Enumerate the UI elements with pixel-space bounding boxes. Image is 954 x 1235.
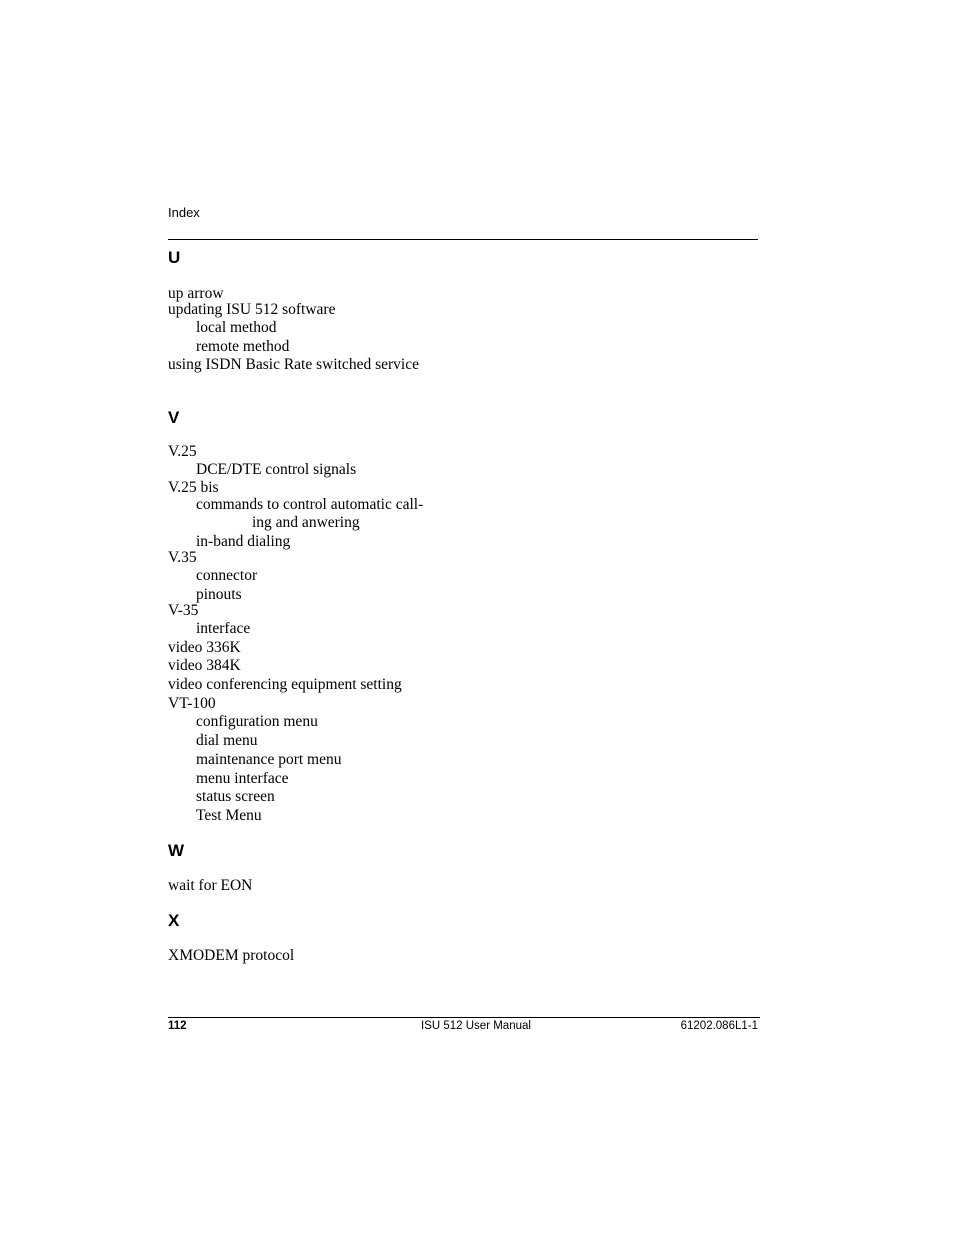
page-number: 112 bbox=[168, 1020, 187, 1032]
index-subentry: Test Menu bbox=[196, 807, 262, 824]
index-entry: using ISDN Basic Rate switched service bbox=[168, 356, 419, 373]
footer-manual-title: ISU 512 User Manual bbox=[421, 1020, 531, 1032]
index-subentry: maintenance port menu bbox=[196, 751, 342, 768]
index-entry: video 336K bbox=[168, 639, 241, 656]
section-letter-w: W bbox=[168, 841, 185, 860]
index-entry: V.25 bbox=[168, 443, 197, 460]
index-entry: V.25 bis bbox=[168, 479, 219, 496]
index-subentry-continuation: ing and anwering bbox=[252, 514, 360, 531]
footer-doc-number: 61202.086L1-1 bbox=[680, 1020, 758, 1032]
index-entry: V-35 bbox=[168, 602, 199, 619]
index-subentry: connector bbox=[196, 567, 258, 584]
section-letter-v: V bbox=[168, 408, 180, 427]
index-subentry: DCE/DTE control signals bbox=[196, 461, 357, 478]
index-subentry: pinouts bbox=[196, 586, 242, 603]
index-subentry: remote method bbox=[196, 338, 290, 355]
index-subentry: menu interface bbox=[196, 770, 289, 787]
index-subentry: in-band dialing bbox=[196, 533, 291, 550]
footer-rule bbox=[168, 1017, 760, 1018]
index-subentry: status screen bbox=[196, 788, 275, 805]
index-subentry: local method bbox=[196, 319, 277, 336]
index-entry: V.35 bbox=[168, 549, 197, 566]
header-rule bbox=[168, 239, 758, 240]
index-entry: VT-100 bbox=[168, 695, 216, 712]
index-entry: updating ISU 512 software bbox=[168, 301, 336, 318]
index-entry: video conferencing equipment setting bbox=[168, 676, 402, 693]
index-entry: XMODEM protocol bbox=[168, 947, 295, 964]
running-header: Index bbox=[168, 205, 200, 220]
index-entry: video 384K bbox=[168, 657, 241, 674]
index-entry: wait for EON bbox=[168, 877, 253, 894]
section-letter-u: U bbox=[168, 248, 181, 267]
index-subentry: commands to control automatic call- bbox=[196, 496, 424, 513]
index-subentry: dial menu bbox=[196, 732, 258, 749]
section-letter-x: X bbox=[168, 911, 180, 930]
index-subentry: configuration menu bbox=[196, 713, 318, 730]
index-subentry: interface bbox=[196, 620, 251, 637]
index-entry: up arrow bbox=[168, 285, 224, 302]
